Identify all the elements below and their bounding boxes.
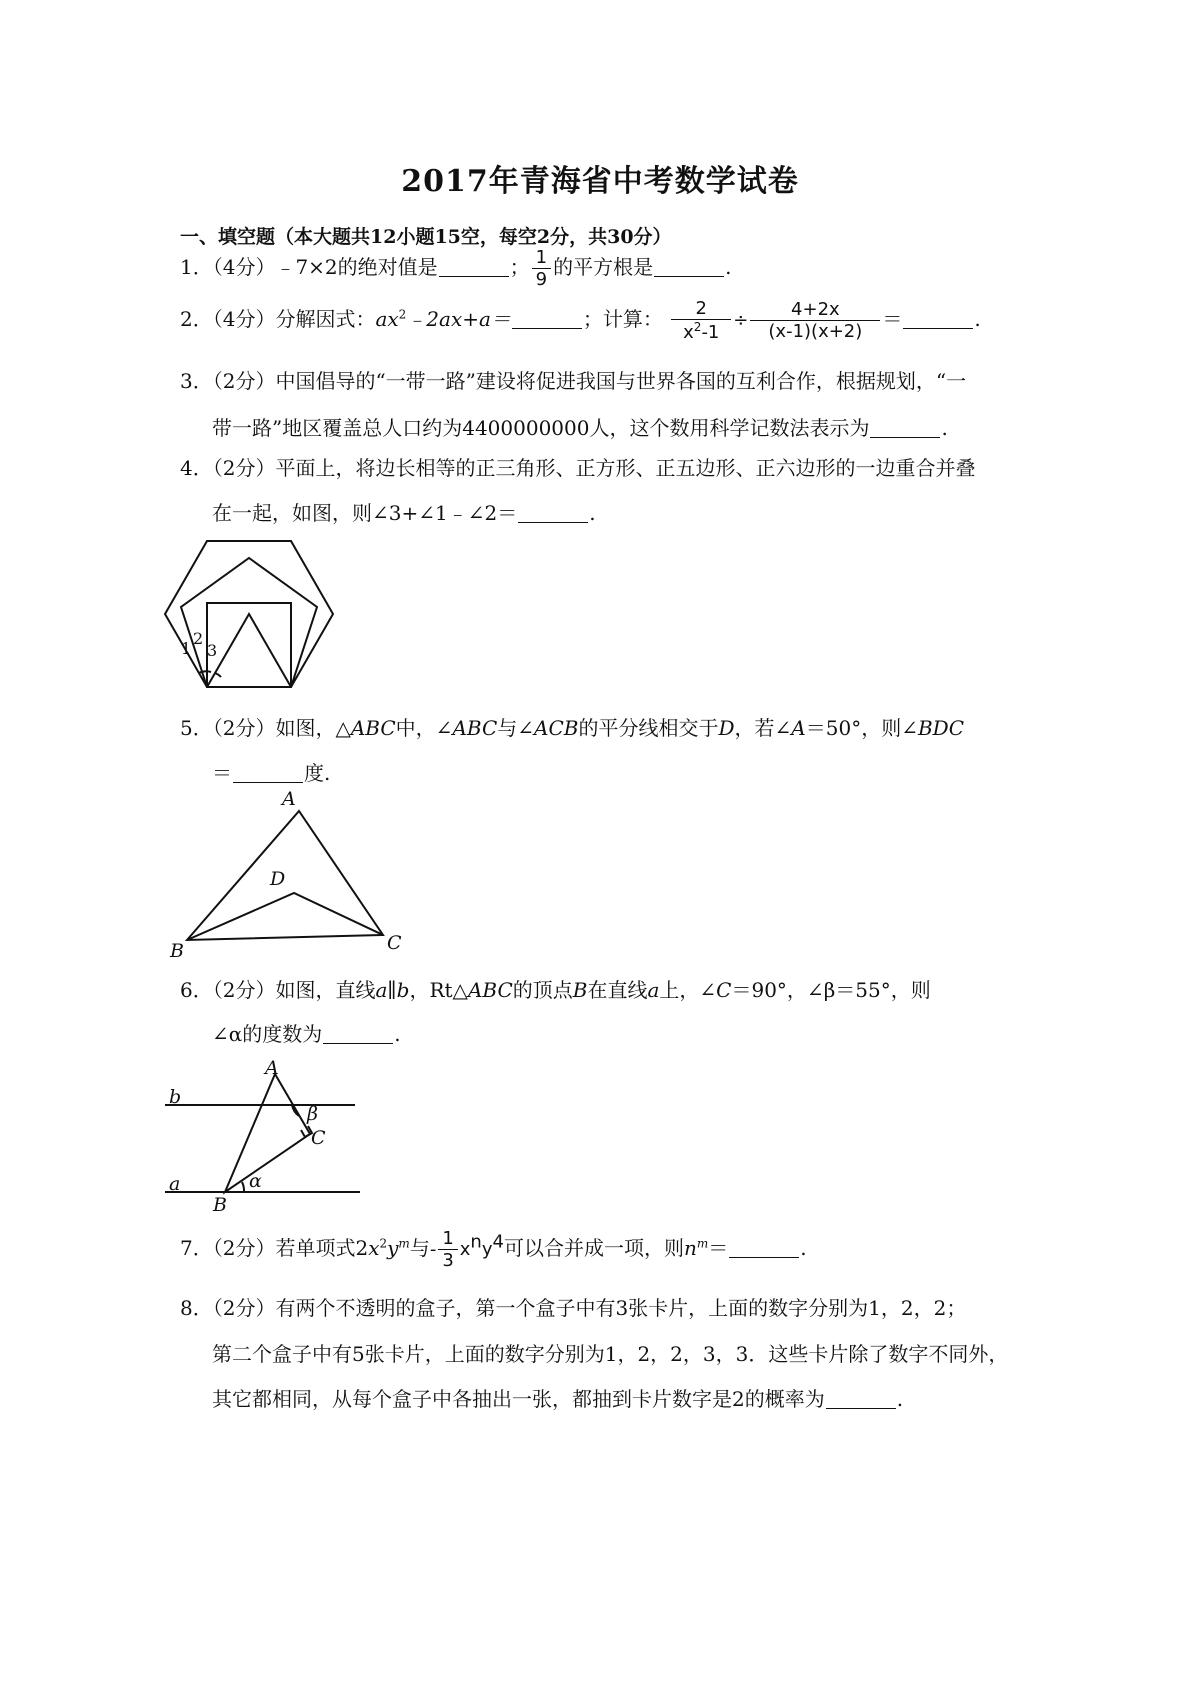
question-6-line-1: 6．（2分）如图，直线a∥b，Rt△ABC的顶点B在直线a上，∠C＝90°，∠β＝55°，则 <box>180 978 931 1002</box>
question-5-line-2: ＝ 度. <box>212 761 331 785</box>
question-3-line-1: 3．（2分）中国倡导的“一带一路”建设将促进我国与世界各国的互利合作，根据规划，“一 <box>180 369 967 393</box>
answer-blank[interactable] <box>729 1237 799 1258</box>
angle-3-label: 3 <box>207 641 218 660</box>
q4-polygon-figure <box>165 530 345 695</box>
question-7: 7．（2分）若单项式$2x^2y^m$与- $\frac{1}{3}$ $x^ny^4$可以合并成一项，则$n^m=$ . <box>180 1228 807 1271</box>
question-4-line-1: 4．（2分）平面上，将边长相等的正三角形、正方形、正五边形、正六边形的一边重合并叠 <box>180 456 976 480</box>
question-8-line-3: 其它都相同，从每个盒子中各抽出一张，都抽到卡片数字是2的概率为 . <box>212 1387 904 1411</box>
question-4-line-2: 在一起，如图，则∠3+∠1﹣∠2＝ . <box>212 501 596 525</box>
q5-triangle-figure <box>165 785 415 960</box>
answer-blank[interactable] <box>323 1023 393 1044</box>
label-D: D <box>270 868 286 890</box>
label-beta: β <box>307 1103 318 1125</box>
pentagon <box>181 558 317 687</box>
answer-blank[interactable] <box>903 308 973 329</box>
answer-blank[interactable] <box>654 256 724 277</box>
label-A: A <box>265 1057 279 1079</box>
question-8-line-1: 8．（2分）有两个不透明的盒子，第一个盒子中有3张卡片，上面的数字分别为1，2，2； <box>180 1296 967 1320</box>
answer-blank[interactable] <box>518 502 588 523</box>
label-A: A <box>282 788 296 810</box>
fraction: $\frac{1}{9}$ <box>532 247 551 290</box>
question-1: 1．（4分）﹣7×2的绝对值是 ； $\frac{1}{9}$ 的平方根是 . <box>180 247 732 290</box>
question-3-line-2: 带一路”地区覆盖总人口约为4400000000人，这个数用科学记数法表示为 . <box>212 416 948 440</box>
question-6-line-2: ∠α的度数为 . <box>212 1022 401 1046</box>
answer-blank[interactable] <box>826 1388 896 1409</box>
label-alpha: α <box>249 1170 262 1192</box>
label-b: b <box>169 1086 182 1108</box>
answer-blank[interactable] <box>512 308 582 329</box>
fraction: $\frac{1}{3}$ <box>438 1228 457 1271</box>
angle-2-label: 2 <box>193 629 204 648</box>
label-a: a <box>169 1173 181 1195</box>
answer-blank[interactable] <box>870 417 940 438</box>
label-B: B <box>213 1194 227 1216</box>
question-5-line-1: 5．（2分）如图，△ABC中，∠ABC与∠ACB的平分线相交于D，若∠A＝50°，则∠BDC <box>180 716 965 740</box>
fraction: $\frac{4+2x}{(x-1)(x+2)}$ <box>750 299 880 342</box>
q6-parallel-lines-figure <box>165 1057 370 1216</box>
label-B: B <box>170 940 184 962</box>
answer-blank[interactable] <box>439 256 509 277</box>
question-2: 2．（4分）分解因式：$ax^2﹣2ax+a=$ ；计算： $\frac{2}{x^2-1}$ ÷ $\frac{4+2x}{(x-1)(x+2)}$ ＝ . <box>180 298 981 343</box>
label-C: C <box>311 1127 326 1149</box>
question-8-line-2: 第二个盒子中有5张卡片，上面的数字分别为1，2，2，3，3．这些卡片除了数字不同外， <box>212 1342 1009 1366</box>
page-title: 2017年青海省中考数学试卷 <box>401 164 799 199</box>
section-heading: 一、填空题（本大题共12小题15空，每空2分，共30分） <box>180 226 672 248</box>
label-C: C <box>387 932 402 954</box>
answer-blank[interactable] <box>233 762 303 783</box>
fraction: $\frac{2}{x^2-1}$ <box>671 298 731 343</box>
angle-1-label: 1 <box>181 639 192 658</box>
